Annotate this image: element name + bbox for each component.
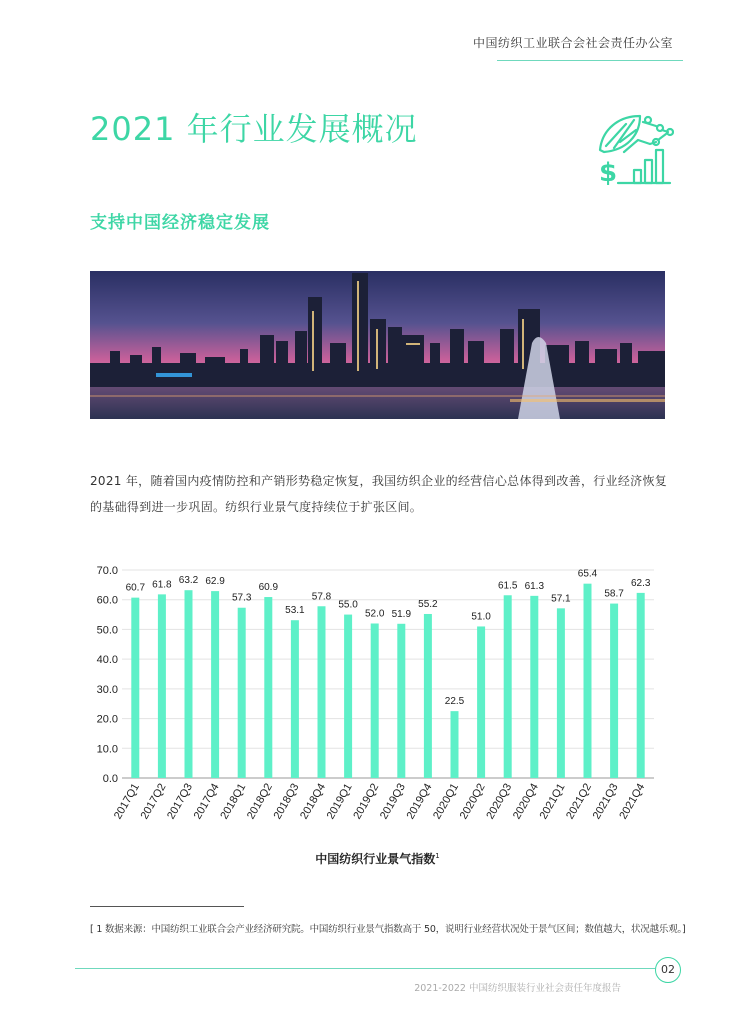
bar (185, 590, 193, 778)
x-tick-label: 2019Q4 (404, 781, 435, 822)
bar (264, 597, 272, 778)
chart-title: 中国纺织行业景气指数 (315, 852, 436, 866)
header-org: 中国纺织工业联合会社会责任办公室 (472, 36, 673, 50)
bar (424, 614, 432, 778)
bar (158, 594, 166, 778)
y-tick-label: 20.0 (96, 713, 118, 726)
data-label: 57.1 (551, 593, 571, 605)
x-tick-label: 2019Q2 (351, 781, 382, 822)
data-label: 62.3 (630, 577, 651, 589)
chart-caption (0, 850, 755, 867)
x-tick-label: 2020Q2 (457, 781, 488, 822)
data-label: 57.3 (231, 592, 252, 604)
data-label: 61.3 (524, 580, 545, 592)
data-label: 60.9 (258, 582, 279, 594)
y-tick-label: 10.0 (96, 743, 118, 756)
footnote-divider (90, 906, 244, 907)
data-label: 60.7 (125, 582, 146, 594)
data-label: 65.4 (577, 568, 598, 580)
bar (131, 598, 139, 778)
footnote: [ 1 数据来源：中国纺织工业联合会产业经济研究院。中国纺织行业景气指数高于 50，说明行业经营状况处于景气区间；数值越大，状况越乐观。] (90, 924, 686, 935)
x-tick-label: 2019Q1 (324, 781, 355, 822)
bar (451, 711, 459, 778)
bar (610, 604, 618, 778)
x-tick-label: 2021Q3 (590, 781, 621, 822)
footer-report-name: 2021-2022 中国纺织服装行业社会责任年度报告 (414, 983, 621, 994)
y-tick-label: 60.0 (96, 594, 118, 607)
data-label: 55.2 (418, 598, 438, 610)
x-tick-label: 2017Q1 (111, 781, 142, 822)
bar (211, 591, 219, 778)
data-label: 22.5 (444, 696, 465, 708)
bar (584, 584, 592, 778)
body-paragraph: 2021 年，随着国内疫情防控和产销形势稳定恢复，我国纺织企业的经营信心总体得到改善，行业经济恢复的基础得到进一步巩固。纺织行业景气度持续位于扩张区间。 (90, 474, 668, 514)
x-tick-label: 2017Q2 (138, 781, 169, 822)
data-label: 57.8 (311, 591, 332, 603)
chart-title-footnote-ref: 1 (435, 852, 440, 860)
footer-divider (75, 968, 655, 969)
x-tick-label: 2017Q3 (165, 781, 196, 822)
svg-text:$: $ (599, 158, 618, 188)
page-title: 2021 年行业发展概况 (90, 110, 418, 148)
section-title: 支持中国经济稳定发展 (90, 213, 270, 233)
city-skyline-photo (90, 271, 665, 419)
x-tick-label: 2021Q1 (537, 781, 568, 822)
x-tick-label: 2018Q3 (271, 781, 302, 822)
y-tick-label: 0.0 (102, 773, 118, 785)
bar (637, 593, 645, 778)
x-tick-label: 2020Q3 (484, 781, 515, 822)
bar (504, 595, 512, 778)
header-divider (497, 60, 683, 61)
x-tick-label: 2021Q2 (564, 781, 595, 822)
data-label: 63.2 (178, 575, 199, 587)
y-tick-label: 40.0 (96, 654, 118, 667)
bar (238, 608, 246, 778)
x-tick-label: 2018Q2 (244, 781, 275, 822)
x-tick-label: 2017Q4 (191, 781, 222, 822)
y-tick-label: 70.0 (96, 565, 118, 577)
bar (397, 624, 405, 778)
data-label: 58.7 (604, 588, 624, 600)
textile-index-bar-chart (88, 556, 668, 846)
bar (371, 623, 379, 778)
x-tick-label: 2019Q3 (377, 781, 408, 822)
data-label: 62.9 (205, 576, 225, 588)
data-label: 55.0 (338, 599, 358, 611)
data-label: 51.0 (471, 611, 491, 623)
page-number: 02 (655, 957, 681, 983)
x-tick-label: 2018Q1 (218, 781, 249, 822)
bar (344, 615, 352, 778)
bar (530, 596, 538, 778)
bar (477, 626, 485, 778)
bar (291, 620, 299, 778)
bar (318, 606, 326, 778)
leaf-dollar-growth-icon (596, 108, 674, 188)
data-label: 61.5 (497, 580, 518, 592)
data-label: 61.8 (152, 579, 172, 591)
x-tick-label: 2020Q4 (510, 781, 541, 822)
data-label: 51.9 (391, 608, 412, 620)
x-tick-label: 2018Q4 (298, 781, 329, 822)
data-label: 53.1 (285, 605, 305, 617)
y-tick-label: 30.0 (96, 683, 118, 696)
y-tick-label: 50.0 (96, 624, 118, 637)
x-tick-label: 2020Q1 (431, 781, 462, 822)
bar (557, 608, 565, 778)
data-label: 52.0 (364, 608, 385, 620)
x-tick-label: 2021Q4 (617, 781, 648, 822)
